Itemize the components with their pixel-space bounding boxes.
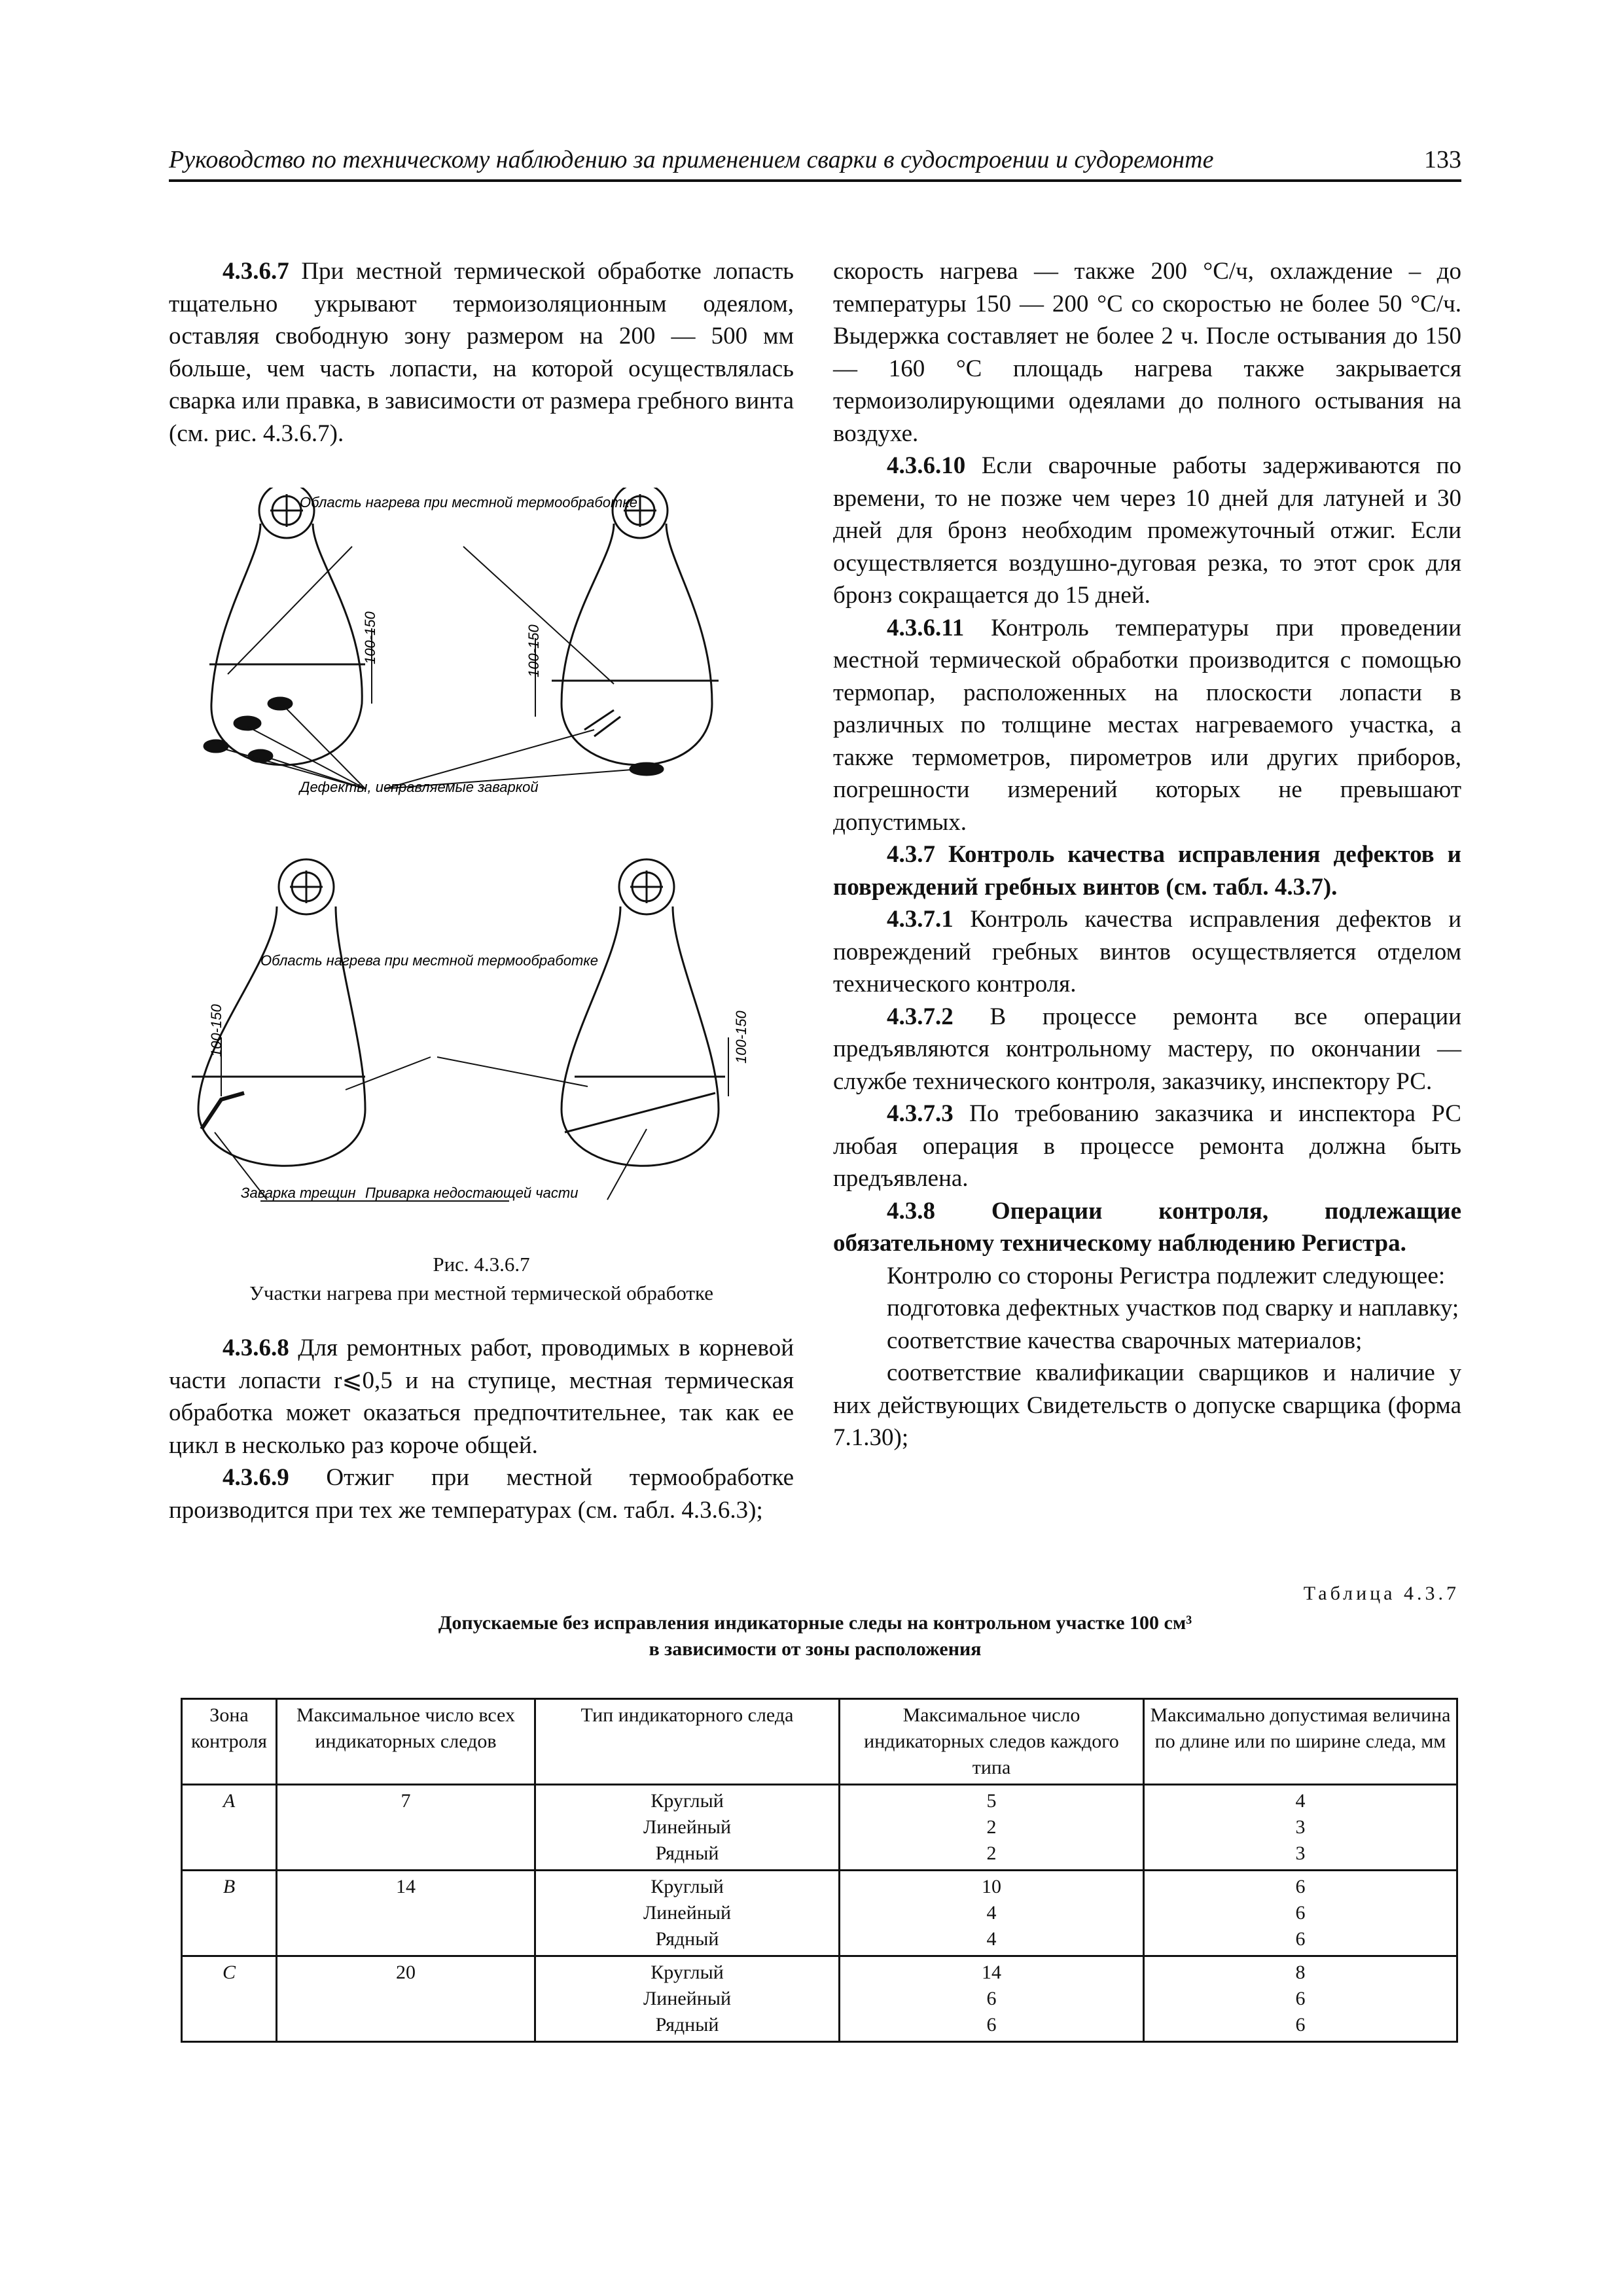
clause-text: Если сварочные работы задерживаются по времени, то не позже чем через 10 дней для латуней и 30 дней для бронз необходим промежуточный отжиг. Если осуществляется воздушно-дуговая резка, то этот срок для бронз сокращается до 15 дней. [833, 452, 1461, 609]
paragraph-4369 [169, 1462, 794, 1526]
figure-4367 [169, 488, 794, 1240]
header-title: Руководство по техническому наблюдению за применением сварки в судостроении и судоремонте [169, 146, 1214, 173]
table-row [182, 1871, 1457, 1956]
cell-each: 10 4 4 [840, 1871, 1144, 1956]
clause-text: В процессе ремонта все операции предъявляются контрольному мастеру, по окончании — службе технического контроля, заказчику, инспектору РС. [833, 1003, 1461, 1095]
paragraph-4368 [169, 1332, 794, 1462]
clause-text: По требованию заказчика и инспектора РС любая операция в процессе ремонта должна быть предъявлена. [833, 1100, 1461, 1192]
clause-text: Контроль температуры при проведении местной термической обработки производится с помощью термопар, расположенных на плоскости лопасти в различных по толщине местах нагреваемого участка, а также термометров, пирометров или других приборов, погрешности измерений которых не превышают допустимых. [833, 614, 1461, 836]
cell-each: 14 6 6 [840, 1956, 1144, 2042]
col-header: Зона контроля [182, 1699, 277, 1785]
cell-types: Круглый Линейный Рядный [535, 1956, 840, 2042]
left-column-lower [169, 1332, 794, 1526]
col-header: Максимальное число всех индикаторных следов [277, 1699, 535, 1785]
cell-zone: C [182, 1956, 277, 2042]
cell-total: 20 [277, 1956, 535, 2042]
cell-size: 8 6 6 [1144, 1956, 1457, 2042]
page-number: 133 [1424, 146, 1461, 173]
cell-size: 4 3 3 [1144, 1785, 1457, 1871]
col-header: Максимальное число индикаторных следов каждого типа [840, 1699, 1144, 1785]
clause-text: Отжиг при местной термообработке производится при тех же температурах (см. табл. 4.3.6.3); [169, 1464, 794, 1524]
cell-types: Круглый Линейный Рядный [535, 1871, 840, 1956]
running-header [169, 145, 1461, 182]
list-item: соответствие качества сварочных материалов; [887, 1327, 1363, 1354]
caption-number: Рис. 4.3.6.7 [433, 1253, 530, 1276]
table-label: Таблица 4.3.7 [1303, 1583, 1459, 1604]
label-defects: Дефекты, исправляемые заваркой [300, 779, 539, 795]
dim-label-2: 100-150 [526, 624, 542, 677]
clause-number: 4.3.6.11 [887, 614, 965, 641]
clause-text: Контроль качества исправления дефектов и повреждений гребных винтов осуществляется отделом технического контроля. [833, 906, 1461, 997]
clause-number: 4.3.6.10 [887, 452, 966, 479]
figure-caption [169, 1250, 794, 1308]
paragraph-43610 [833, 450, 1461, 612]
label-heat-area-2: Область нагрева при местной термообработке [260, 952, 598, 969]
blade-bottom-right [562, 859, 725, 1166]
table-title-line: Допускаемые без исправления индикаторные следы на контрольном участке 100 см³ [438, 1612, 1192, 1634]
right-column [833, 255, 1461, 1454]
table-title [169, 1610, 1461, 1662]
list-intro: Контролю со стороны Регистра подлежит следующее: [887, 1262, 1446, 1289]
paragraph-4367 [169, 255, 794, 450]
clause-number: 4.3.6.8 [223, 1335, 289, 1361]
table-title-line: в зависимости от зоны расположения [649, 1638, 982, 1660]
clause-number: 4.3.7.3 [887, 1100, 954, 1127]
blade-top-left [204, 488, 365, 765]
clause-number: 4.3.7.1 [887, 906, 954, 933]
paragraph-43611 [833, 612, 1461, 839]
cell-total: 14 [277, 1871, 535, 1956]
paragraph-4372 [833, 1001, 1461, 1098]
cell-total: 7 [277, 1785, 535, 1871]
heading-437: 4.3.7 Контроль качества исправления дефектов и повреждений гребных винтов (см. табл. 4.3.7). [833, 841, 1461, 901]
col-header: Тип индикаторного следа [535, 1699, 840, 1785]
paragraph-4373 [833, 1098, 1461, 1195]
table-row [182, 1956, 1457, 2042]
caption-text: Участки нагрева при местной термической обработке [249, 1282, 714, 1304]
heading-438: 4.3.8 Операции контроля, подлежащие обязательному техническому наблюдению Регистра. [833, 1197, 1461, 1257]
label-crack: Заварка трещин [241, 1185, 356, 1201]
dim-label-4: 100-150 [733, 1011, 749, 1064]
col-header: Максимально допустимая величина по длине или по ширине следа, мм [1144, 1699, 1457, 1785]
table-header-row [182, 1699, 1457, 1785]
list-item: соответствие квалификации сварщиков и наличие у них действующих Свидетельств о допуске сварщика (форма 7.1.30); [833, 1359, 1461, 1451]
paragraph-4371 [833, 903, 1461, 1001]
table-row [182, 1785, 1457, 1871]
clause-text: Для ремонтных работ, проводимых в корневой части лопасти r⩽0,5 и на ступице, местная термическая обработка может оказаться предпочтительнее, так как ее цикл в несколько раз короче общей. [169, 1335, 794, 1459]
cell-zone: B [182, 1871, 277, 1956]
cell-zone: A [182, 1785, 277, 1871]
clause-number: 4.3.6.9 [223, 1464, 289, 1491]
label-missing: Приварка недостающей части [365, 1185, 579, 1201]
label-heat-area-1: Область нагрева при местной термообработке [300, 494, 637, 511]
indicator-traces-table [181, 1698, 1458, 2043]
dim-label-3: 100-150 [208, 1004, 224, 1057]
cell-size: 6 6 6 [1144, 1871, 1457, 1956]
list-item: подготовка дефектных участков под сварку и наплавку; [887, 1295, 1459, 1321]
left-column [169, 255, 794, 450]
paragraph-continued: скорость нагрева — также 200 °С/ч, охлаждение – до температуры 150 — 200 °С со скоростью не более 50 °С/ч. Выдержка составляет не более 2 ч. После остывания до 150 — 160 °С площадь нагрева также закрывается термоизолирующими одеялами до полного остывания на воздухе. [833, 258, 1461, 447]
dim-label-1: 100-150 [362, 611, 378, 664]
cell-each: 5 2 2 [840, 1785, 1144, 1871]
clause-text: При местной термической обработке лопасть тщательно укрывают термоизоляционным одеялом, оставляя свободную зону размером на 200 — 500 мм больше, чем часть лопасти, на которой осуществлялась сварка или правка, в зависимости от размера гребного винта (см. рис. 4.3.6.7). [169, 258, 794, 447]
blade-top-right [552, 488, 719, 775]
cell-types: Круглый Линейный Рядный [535, 1785, 840, 1871]
clause-number: 4.3.7.2 [887, 1003, 954, 1030]
clause-number: 4.3.6.7 [223, 258, 289, 285]
